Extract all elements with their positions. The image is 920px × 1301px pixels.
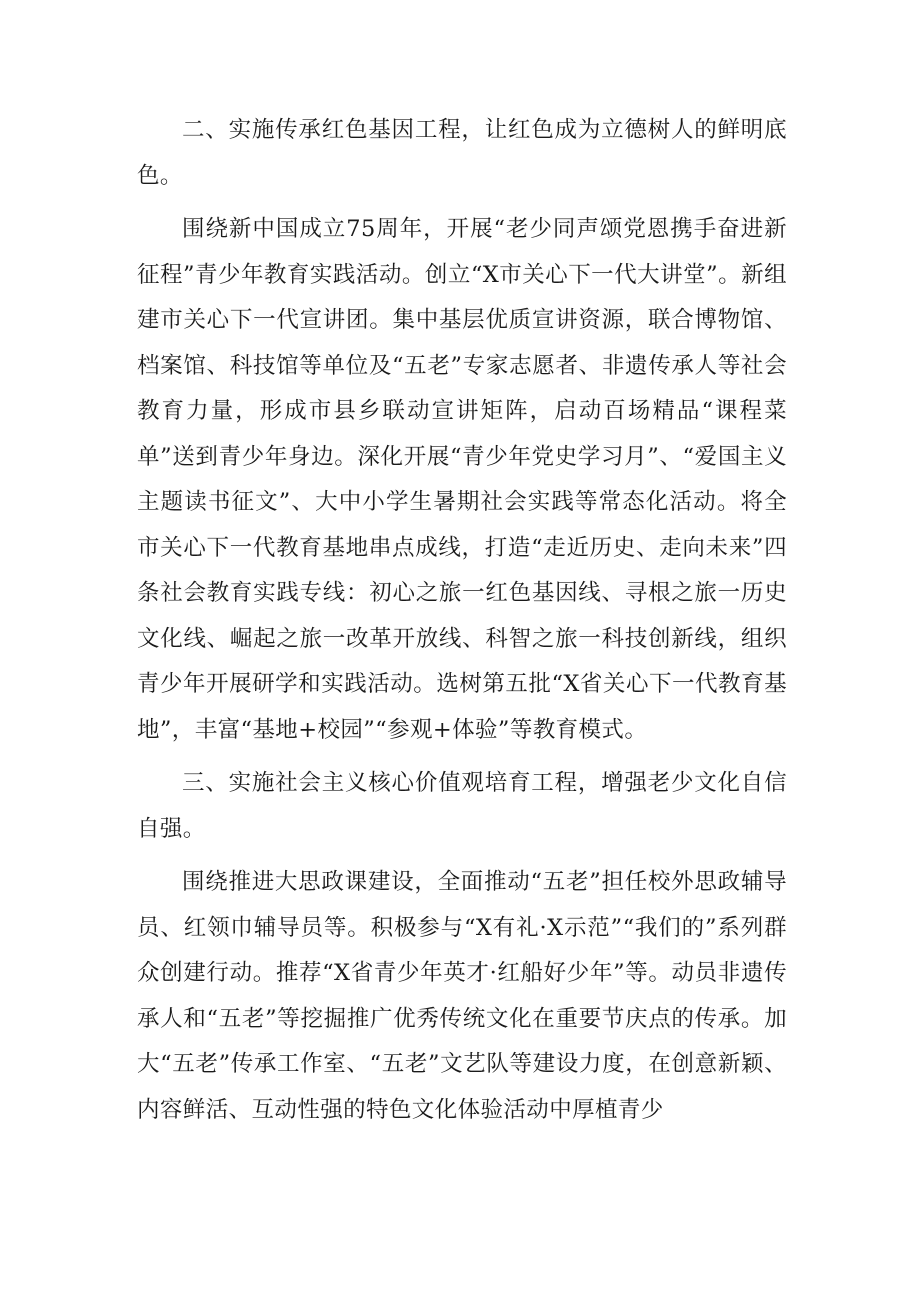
section-heading-3: 三、实施社会主义核心价值观培育工程，增强老少文化自信自强。 <box>137 770 787 842</box>
body-paragraph-1: 围绕新中国成立75周年，开展“老少同声颂党恩携手奋进新征程”青少年教育实践活动。创立“X市关心下一代大讲堂”。新组建市关心下一代宣讲团。集中基层优质宣讲资源，联合博物馆、档案馆、科技馆等单位及“五老”专家志愿者、非遗传承人等社会教育力量，形成市县乡联动宣讲矩阵，启动百场精品“课程菜单”送到青少年身边。深化开展“青少年党史学习月”、“爱国主义主题读书征文”、大中小学生暑期社会实践等常态化活动。将全市关心下一代教育基地串点成线，打造“走近历史、走向未来”四条社会教育实践专线：初心之旅一红色基因线、寻根之旅一历史文化线、崛起之旅一改革开放线、科智之旅一科技创新线，组织青少年开展研学和实践活动。选树第五批“X省关心下一代教育基地”，丰富“基地+校园”“参观+体验”等教育模式。 <box>137 216 787 743</box>
section-heading-2: 二、实施传承红色基因工程，让红色成为立德树人的鲜明底色。 <box>137 117 787 189</box>
document-body <box>137 108 787 1133</box>
body-paragraph-2: 围绕推进大思政课建设，全面推动“五老”担任校外思政辅导员、红领巾辅导员等。积极参与“X有礼·X示范”“我们的”系列群众创建行动。推荐“X省青少年英才·红船好少年”等。动员非遗传承人和“五老”等挖掘推广优秀传统文化在重要节庆点的传承。加大“五老”传承工作室、“五老”文艺队等建设力度，在创意新颖、内容鲜活、互动性强的特色文化体验活动中厚植青少 <box>137 869 787 1123</box>
